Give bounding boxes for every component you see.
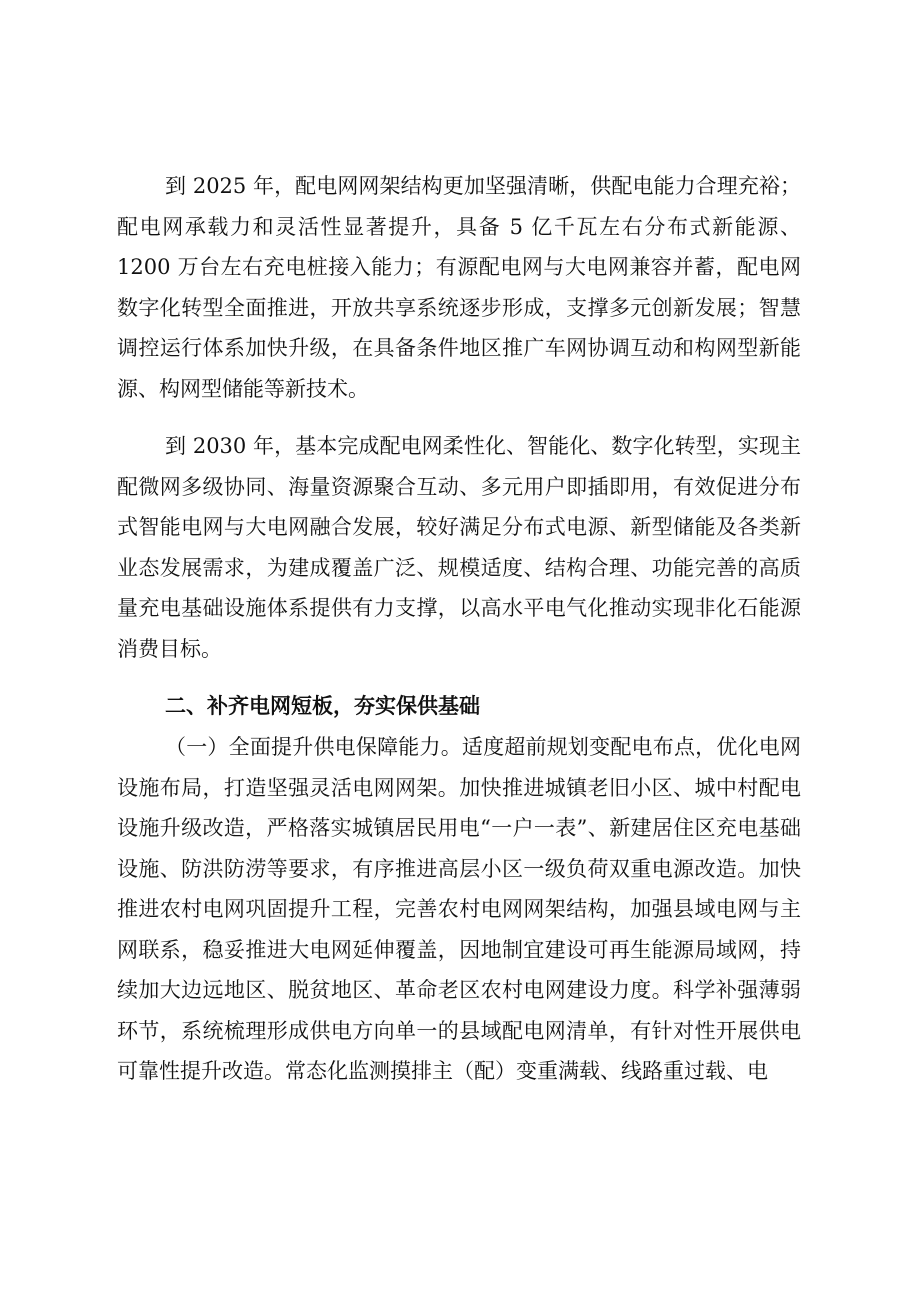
paragraph-block-2025 [117,166,801,409]
section-heading: 二、补齐电网短板，夯实保供基础 [165,694,480,718]
paragraph-block-2030 [117,426,801,669]
paragraph-block-section-1 [117,727,801,1092]
paragraph-2030-target: 到 2030 年，基本完成配电网柔性化、智能化、数字化转型，实现主配微网多级协同、海量资源聚合互动、多元用户即插即用，有效促进分布式智能电网与大电网融合发展，较好满足分布式电源、新型储能及各类新业态发展需求，为建成覆盖广泛、规模适度、结构合理、功能完善的高质量充电基础设施体系提供有力支撑，以高水平电气化推动实现非化石能源消费目标。 [117,434,801,661]
paragraph-2025-target: 到 2025 年，配电网网架结构更加坚强清晰，供配电能力合理充裕；配电网承载力和灵活性显著提升，具备 5 亿千瓦左右分布式新能源、1200 万台左右充电桩接入能力；有源配电网与大电网兼容并蓄，配电网数字化转型全面推进，开放共享系统逐步形成，支撑多元创新发展；智慧调控运行体系加快升级，在具备条件地区推广车网协调互动和构网型新能源、构网型储能等新技术。 [117,174,801,401]
paragraph-power-supply-guarantee: （一）全面提升供电保障能力。适度超前规划变配电布点，优化电网设施布局，打造坚强灵活电网网架。加快推进城镇老旧小区、城中村配电设施升级改造，严格落实城镇居民用电“一户一表”、新建居住区充电基础设施、防洪防涝等要求，有序推进高层小区一级负荷双重电源改造。加快推进农村电网巩固提升工程，完善农村电网网架结构，加强县域电网与主网联系，稳妥推进大电网延伸覆盖，因地制宜建设可再生能源局域网，持续加大边远地区、脱贫地区、革命老区农村电网建设力度。科学补强薄弱环节，系统梳理形成供电方向单一的县域配电网清单，有针对性开展供电可靠性提升改造。常态化监测摸排主（配）变重满载、线路重过载、电 [117,735,801,1083]
